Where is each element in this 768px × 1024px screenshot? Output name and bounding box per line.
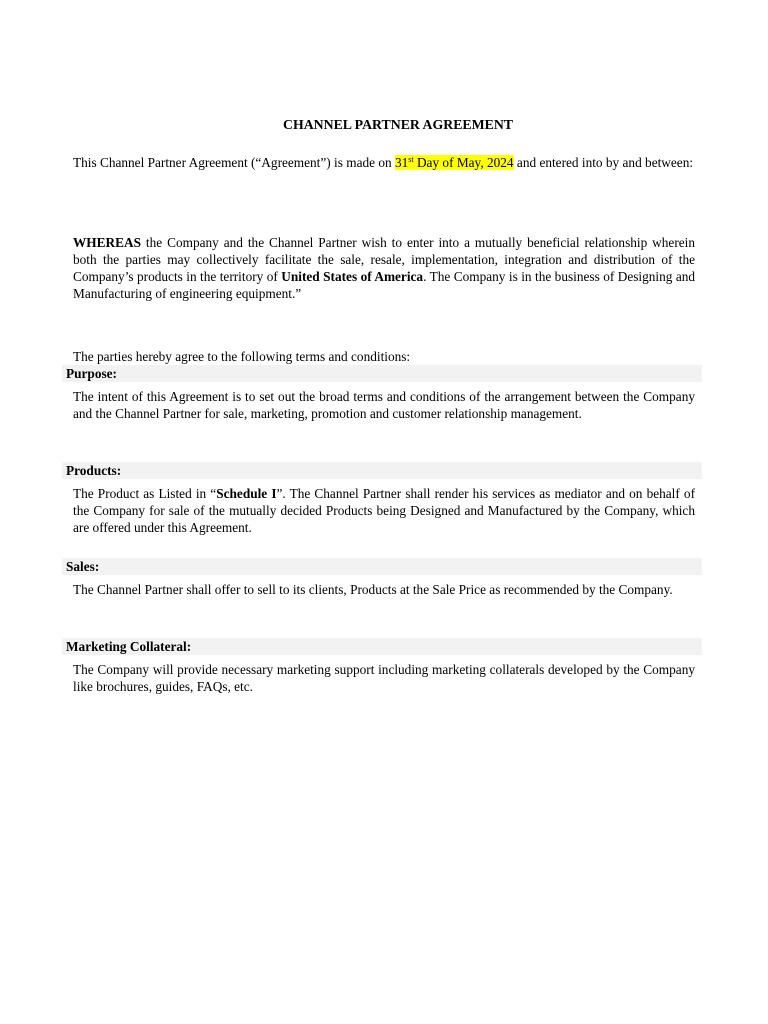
date-day: 31 [394, 155, 409, 170]
whereas-paragraph [73, 234, 695, 302]
territory-name: United States of America [281, 269, 424, 284]
schedule-reference: Schedule I [216, 486, 277, 501]
whereas-body-1: the Company and the Channel Partner wish to enter into a mutually beneficial relationship wherein both the parties may collectively facilitate the sale, resale, implementation, integration and distribution of the Company’s products in the territory of [73, 235, 695, 284]
agree-line: The parties hereby agree to the following terms and conditions: [73, 349, 411, 364]
section-text-purpose: The intent of this Agreement is to set out the broad terms and conditions of the arrangement between the Company and the Channel Partner for sale, marketing, promotion and customer relationship management. [73, 389, 695, 421]
section-heading-sales: Sales: [62, 558, 702, 575]
whereas-body-2: . The Company is in the business of Designing and Manufacturing of engineering equipment.” [73, 269, 696, 301]
date-suffix: st [408, 155, 414, 164]
section-text-marketing: The Company will provide necessary marketing support including marketing collaterals developed by the Company like brochures, guides, FAQs, etc. [73, 662, 695, 694]
section-text-products [73, 485, 695, 536]
products-text-after: ”. The Channel Partner shall render his services as mediator and on behalf of the Company for sale of the mutually decided Products being Designed and Manufactured by the Company, which are offered under this Agreement. [73, 486, 695, 535]
intro-text-before: This Channel Partner Agreement (“Agreement”) is made on [73, 155, 395, 170]
document-title: CHANNEL PARTNER AGREEMENT [283, 117, 513, 132]
whereas-lead: WHEREAS [73, 235, 141, 250]
intro-paragraph [73, 154, 695, 171]
products-text-before: The Product as Listed in “ [73, 486, 217, 501]
date-rest: Day of May, 2024 [413, 155, 514, 170]
section-heading-products: Products: [62, 462, 702, 479]
section-heading-marketing: Marketing Collateral: [62, 638, 702, 655]
intro-text-after: and entered into by and between: [513, 155, 694, 170]
highlighted-date [395, 155, 514, 170]
section-text-sales: The Channel Partner shall offer to sell to its clients, Products at the Sale Price as recommended by the Company. [73, 582, 673, 597]
section-heading-purpose: Purpose: [62, 365, 702, 382]
